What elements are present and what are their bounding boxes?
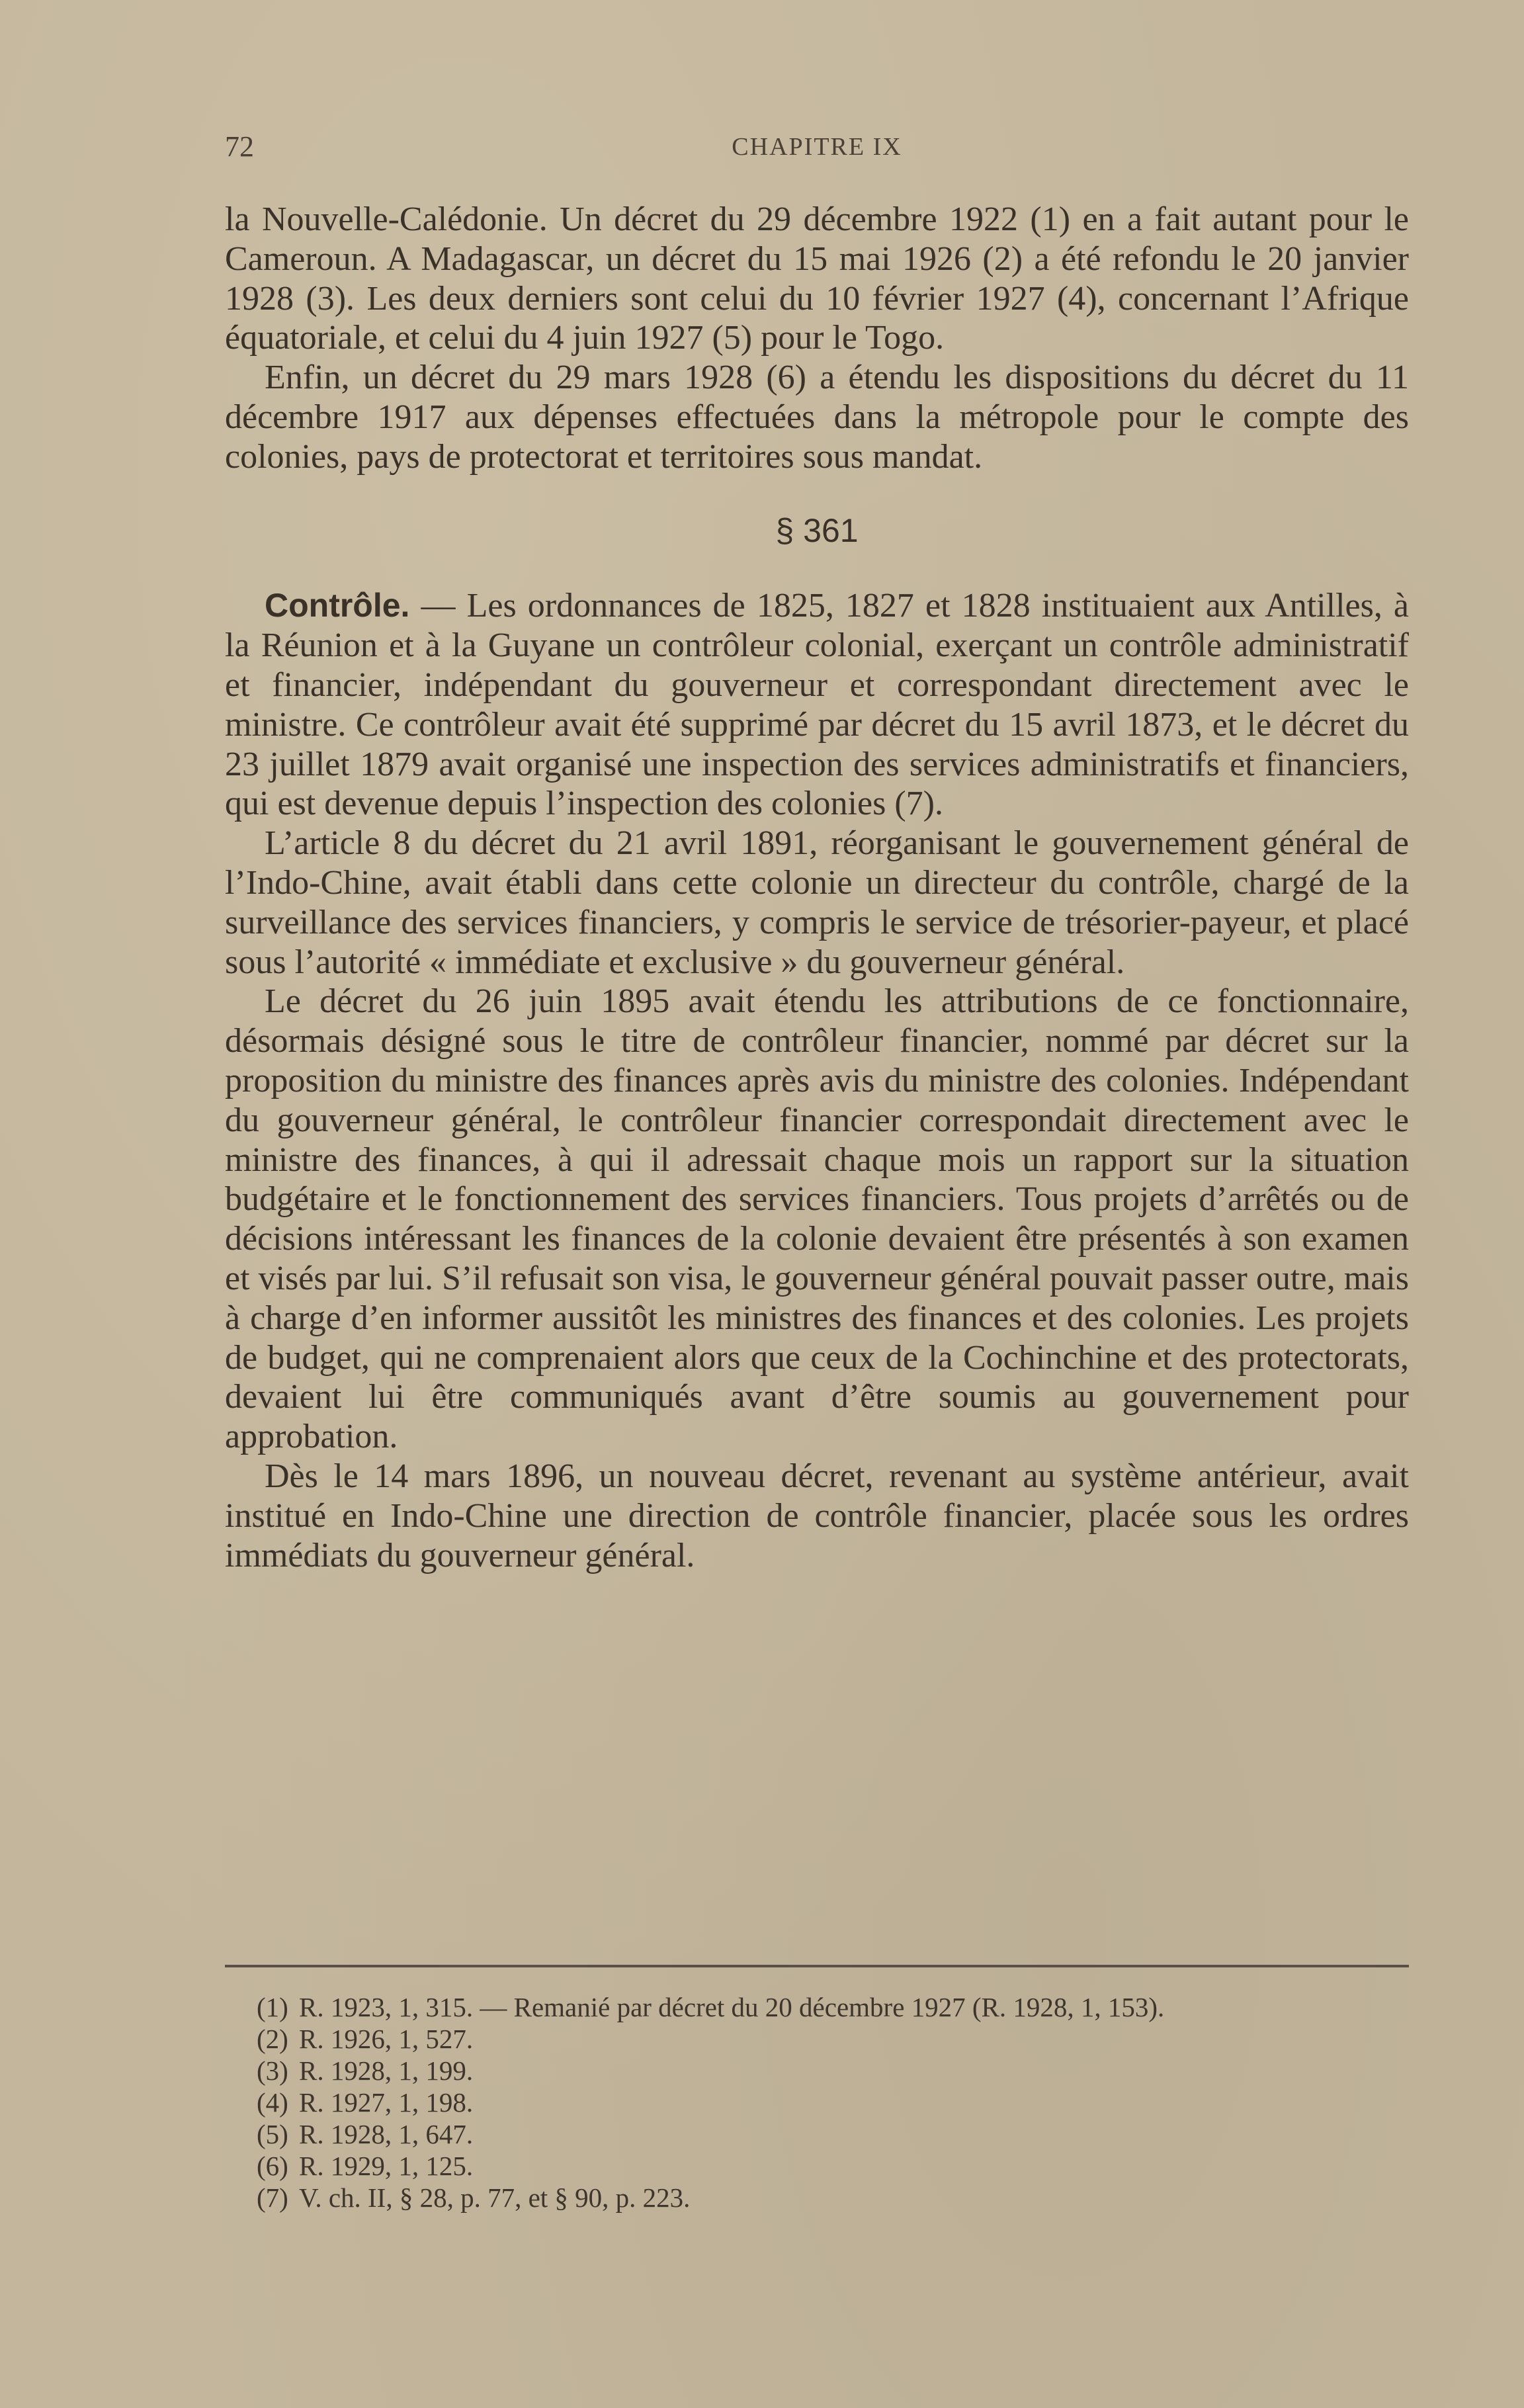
footnote — [257, 2055, 1421, 2086]
footnote-number: (2) — [257, 2024, 288, 2054]
footnote — [257, 2150, 1421, 2182]
footnote — [257, 2023, 1421, 2055]
page-number: 72 — [225, 130, 254, 163]
footnote — [257, 2118, 1421, 2150]
footnote-number: (5) — [257, 2119, 288, 2149]
footnote-text: R. 1923, 1, 315. — Remanié par décret du 20 décembre 1927 (R. 1928, 1, 153). — [299, 1992, 1165, 2022]
footnote-divider — [225, 1965, 1409, 1967]
footnote-number: (3) — [257, 2055, 288, 2086]
footnote-text: R. 1927, 1, 198. — [299, 2087, 474, 2118]
footnote-number: (4) — [257, 2087, 288, 2118]
paragraph-continuation: la Nouvelle-Calédonie. Un décret du 29 décembre 1922 (1) en a fait autant pour le Cameroun. A Madagascar, un décret du 15 mai 1926 (2) a été refondu le 20 janvier 1928 (3). Les deux derniers sont celui du 10 février 1927 (4), concernant l’Afrique équatoriale, et celui du 4 juin 1927 (5) pour le Togo. — [225, 200, 1409, 357]
section-lead-text: — Les ordonnances de 1825, 1827 et 1828 instituaient aux Antilles, à la Réunion et à la Guyane un contrôleur colonial, exerçant un contrôle administratif et financier, indépendant du gouverneur et correspondant directement avec le ministre. Ce contrôleur avait été supprimé par décret du 15 avril 1873, et le décret du 23 juillet 1879 avait organisé une inspection des services administratifs et financiers, qui est devenue depuis l’inspection des colonies (7). — [225, 587, 1409, 823]
footnote — [257, 2182, 1421, 2214]
footnote-text: R. 1928, 1, 199. — [299, 2055, 474, 2086]
paragraph: Dès le 14 mars 1896, un nouveau décret, revenant au système antérieur, avait institué en Indo-Chine une direction de contrôle financier, placée sous les ordres immédiats du gouverneur général. — [225, 1457, 1409, 1574]
footnote-number: (1) — [257, 1992, 288, 2022]
footnote-number: (6) — [257, 2151, 288, 2181]
body-text — [225, 200, 1409, 1575]
section-lead-paragraph — [225, 586, 1409, 824]
footnote — [257, 2086, 1421, 2118]
paragraph: Enfin, un décret du 29 mars 1928 (6) a étendu les dispositions du décret du 11 décembre 1917 aux dépenses effectuées dans la métropole pour le compte des colonies, pays de protectorat et territoires sous mandat. — [225, 359, 1409, 476]
footnotes — [257, 1991, 1421, 2214]
footnote-number: (7) — [257, 2182, 288, 2213]
running-head — [225, 130, 1409, 169]
section-lead-title: Contrôle. — [265, 587, 410, 624]
paragraph: Le décret du 26 juin 1895 avait étendu les attributions de ce fonctionnaire, désormais désigné sous le titre de contrôleur financier, nommé par décret sur la proposition du ministre des finances après avis du ministre des colonies. Indépendant du gouverneur général, le contrôleur financier correspondait directement avec le ministre des finances, à qui il adressait chaque mois un rapport sur la situation budgétaire et le fonctionnement des services financiers. Tous projets d’arrêtés ou de décisions intéressant les finances de la colonie devaient être présentés à son examen et visés par lui. S’il refusait son visa, le gouverneur général pouvait passer outre, mais à charge d’en informer aussitôt les ministres des finances et des colonies. Les projets de budget, qui ne comprenaient alors que ceux de la Cochinchine et des protectorats, devaient lui être communiqués avant d’être soumis au gouvernement pour approbation. — [225, 982, 1409, 1456]
chapter-title: CHAPITRE IX — [732, 133, 902, 161]
footnote — [257, 1991, 1421, 2023]
footnote-text: R. 1929, 1, 125. — [299, 2151, 474, 2181]
footnote-text: R. 1928, 1, 647. — [299, 2119, 474, 2149]
footnote-text: V. ch. II, § 28, p. 77, et § 90, p. 223. — [299, 2182, 691, 2213]
footnote-text: R. 1926, 1, 527. — [299, 2024, 474, 2054]
section-heading: § 361 — [775, 511, 859, 549]
paragraph: L’article 8 du décret du 21 avril 1891, réorganisant le gouvernement général de l’Indo-Chine, avait établi dans cette colonie un directeur du contrôle, chargé de la surveillance des services financiers, y compris le service de trésorier-payeur, et placé sous l’autorité « immédiate et exclusive » du gouverneur général. — [225, 824, 1409, 981]
